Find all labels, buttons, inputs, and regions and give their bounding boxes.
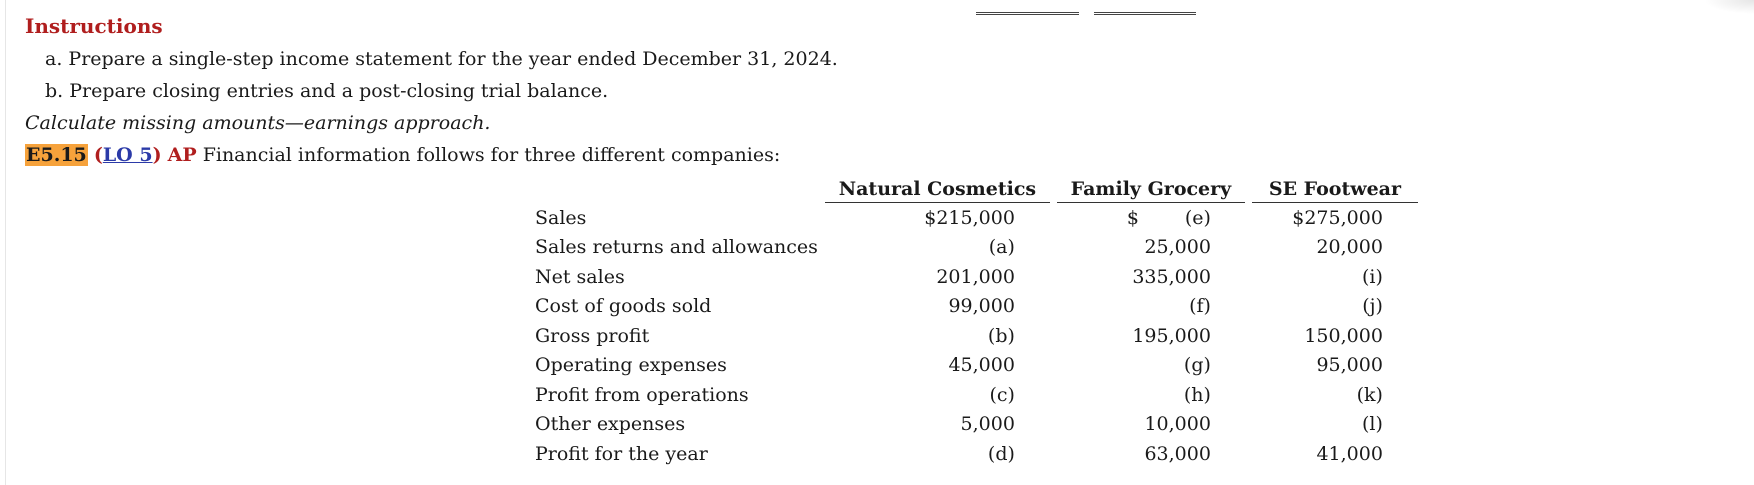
learning-objective-link[interactable]: LO 5 <box>102 144 153 166</box>
exercise-subtitle: Calculate missing amounts—earnings approach. <box>25 112 491 134</box>
cell-value: $215,000 <box>924 206 1015 229</box>
row-label: Cost of goods sold <box>535 295 712 318</box>
table-header-row <box>535 178 1418 203</box>
cell-value: (a) <box>988 236 1015 259</box>
financial-table <box>528 178 1425 469</box>
cell-value: 150,000 <box>1304 324 1383 347</box>
row-label: Other expenses <box>535 413 686 436</box>
cell-value: 195,000 <box>1132 324 1211 347</box>
column-header: SE Footwear <box>1252 178 1418 203</box>
cell-value: (j) <box>1362 295 1383 318</box>
row-label: Profit from operations <box>535 383 749 406</box>
table-row <box>535 321 1418 351</box>
cell-text: (e) <box>1184 206 1211 229</box>
cell-value: 95,000 <box>1316 354 1383 377</box>
page-left-border <box>5 0 6 485</box>
cell-value: (c) <box>989 383 1015 406</box>
row-label: Sales returns and allowances <box>535 236 818 259</box>
column-header: Family Grocery <box>1057 178 1245 203</box>
lo-close-paren: ) <box>152 144 162 166</box>
cell-value: (f) <box>1189 295 1211 318</box>
cell-value: (k) <box>1356 383 1383 406</box>
table-row <box>535 351 1418 381</box>
table-row <box>535 439 1418 469</box>
cell-value: 201,000 <box>936 265 1015 288</box>
exercise-id: E5.15 <box>26 144 87 166</box>
double-underline-fragment <box>976 0 1079 15</box>
row-label: Gross profit <box>535 324 650 347</box>
cell-value: 335,000 <box>1132 265 1211 288</box>
lo-open-paren: ( <box>93 144 103 166</box>
cell-value: 25,000 <box>1144 236 1211 259</box>
row-label: Sales <box>535 206 587 229</box>
row-label: Operating expenses <box>535 354 727 377</box>
cell-value: (d) <box>987 442 1015 465</box>
exercise-header <box>25 144 780 166</box>
table-row <box>535 292 1418 322</box>
double-underline-fragment <box>1094 0 1196 15</box>
dollar-sign: $ <box>1126 206 1139 229</box>
cell-value: $275,000 <box>1292 206 1383 229</box>
row-label: Profit for the year <box>535 442 708 465</box>
instruction-item-b: b. Prepare closing entries and a post-closing trial balance. <box>45 80 609 102</box>
header-blank <box>535 178 818 203</box>
cell-value: (g) <box>1183 354 1211 377</box>
cell-value: 10,000 <box>1144 413 1211 436</box>
row-label: Net sales <box>535 265 625 288</box>
cell-value: (i) <box>1362 265 1383 288</box>
table-row <box>535 410 1418 440</box>
learning-objective <box>94 144 162 166</box>
cell-value: (b) <box>987 324 1015 347</box>
exercise-text: Financial information follows for three different companies: <box>202 144 781 166</box>
table-row <box>535 203 1418 233</box>
cell-value: 45,000 <box>948 354 1015 377</box>
instruction-item-a: a. Prepare a single-step income statement for the year ended December 31, 2024. <box>45 48 838 70</box>
cell-value: 5,000 <box>960 413 1015 436</box>
ap-label: AP <box>167 144 197 166</box>
cell-value: (l) <box>1362 413 1383 436</box>
instructions-heading: Instructions <box>25 14 163 38</box>
cell-value: (h) <box>1183 383 1211 406</box>
cell-value: 20,000 <box>1316 236 1383 259</box>
table-row <box>535 262 1418 292</box>
table-row <box>535 380 1418 410</box>
corner-shadow <box>1704 0 1754 14</box>
cell-value: 63,000 <box>1144 442 1211 465</box>
cell-value: 41,000 <box>1316 442 1383 465</box>
cell-value <box>1057 203 1245 233</box>
table-row <box>535 233 1418 263</box>
column-header: Natural Cosmetics <box>825 178 1050 203</box>
cell-value: 99,000 <box>948 295 1015 318</box>
